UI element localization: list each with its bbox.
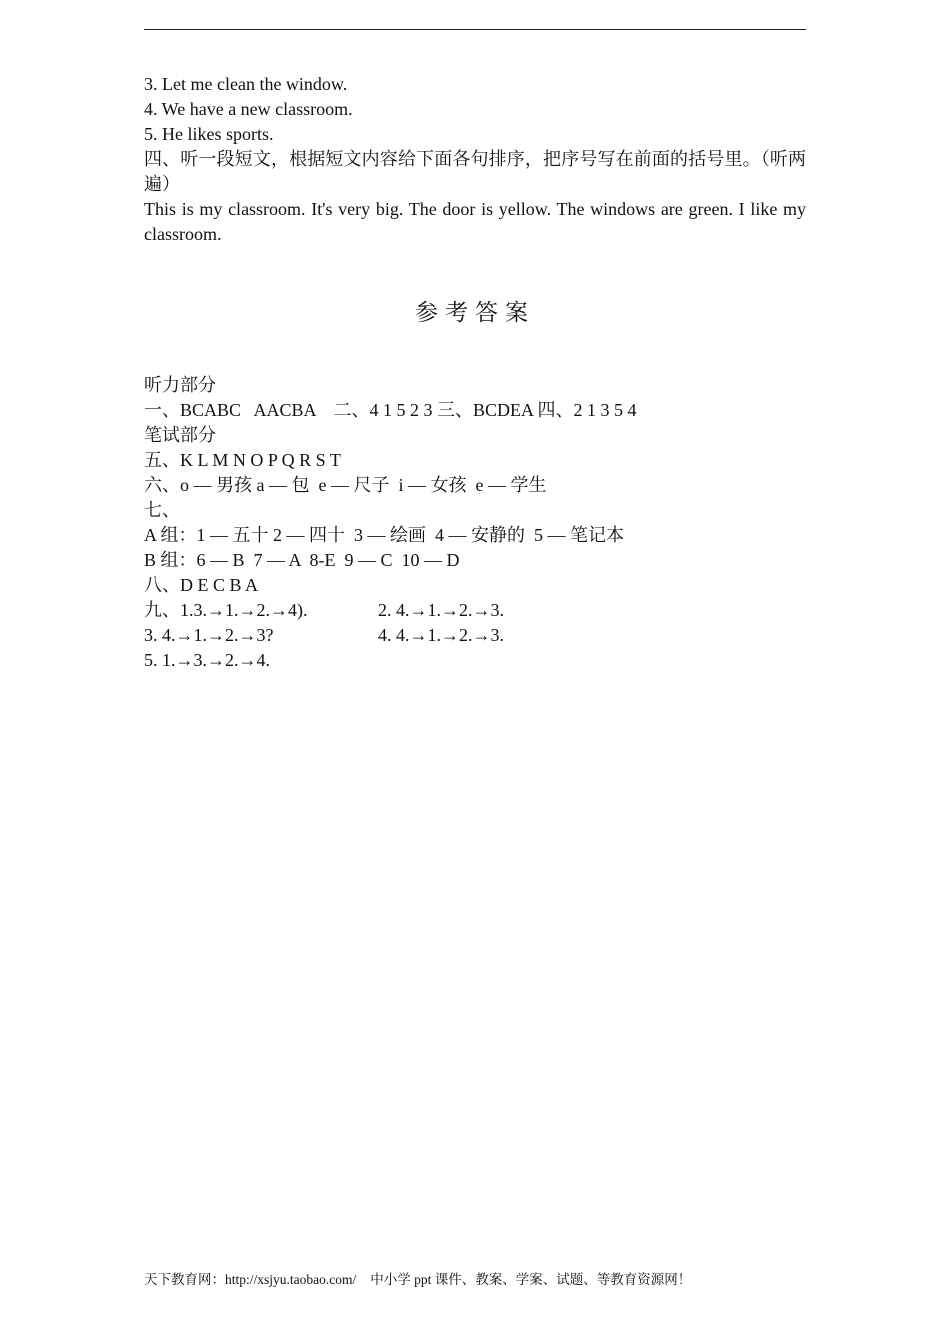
answer-q7-heading: 七、 <box>144 500 180 520</box>
document-page <box>144 72 806 673</box>
answer-q8: 八、D E C B A <box>144 575 259 595</box>
answer-q9-item-4: 4. 4.→1.→2.→3. <box>378 625 504 645</box>
answer-q9-item-5: 5. 1.→3.→2.→4. <box>144 650 270 670</box>
listening-sentences <box>144 72 806 147</box>
page-footer <box>144 1270 691 1290</box>
footer-slogan: 中小学 ppt 课件、教案、学案、试题、等教育资源网！ <box>370 1272 692 1287</box>
answer-q6: 六、o — 男孩 a — 包 e — 尺子 i — 女孩 e — 学生 <box>144 475 547 495</box>
listening-heading: 听力部分 <box>144 375 216 395</box>
header-rule <box>144 29 806 30</box>
answer-q9-row-3 <box>144 648 806 673</box>
answer-q5: 五、K L M N O P Q R S T <box>144 450 341 470</box>
sentence-4: 4. We have a new classroom. <box>144 99 353 119</box>
section-4-instruction: 四、听一段短文，根据短文内容给下面各句排序，把序号写在前面的括号里。（听两遍） <box>144 149 806 194</box>
listening-passage: This is my classroom. It's very big. The door is yellow. The windows are green. I like my classroom. <box>144 199 806 244</box>
answer-q9-row-2 <box>144 623 806 648</box>
answer-q7-group-b: B 组：6 — B 7 — A 8-E 9 — C 10 — D <box>144 550 460 570</box>
written-heading: 笔试部分 <box>144 425 216 445</box>
answer-key-title: 参考答案 <box>415 300 535 325</box>
answer-q9-item-1: 九、1.3.→1.→2.→4). <box>144 600 308 620</box>
answer-key <box>144 373 806 673</box>
answer-q9-item-3: 3. 4.→1.→2.→3? <box>144 625 274 645</box>
footer-site: 天下教育网：http://xsjyu.taobao.com/ <box>144 1272 357 1287</box>
listening-answers: 一、BCABC AACBA 二、4 1 5 2 3 三、BCDEA 四、2 1 3 5 4 <box>144 400 637 420</box>
answer-q9-item-2: 2. 4.→1.→2.→3. <box>378 600 504 620</box>
sentence-5: 5. He likes sports. <box>144 124 274 144</box>
answer-q9-row-1 <box>144 598 806 623</box>
sentence-3: 3. Let me clean the window. <box>144 74 348 94</box>
answer-q7-group-a: A 组：1 — 五十 2 — 四十 3 — 绘画 4 — 安静的 5 — 笔记本 <box>144 525 625 545</box>
